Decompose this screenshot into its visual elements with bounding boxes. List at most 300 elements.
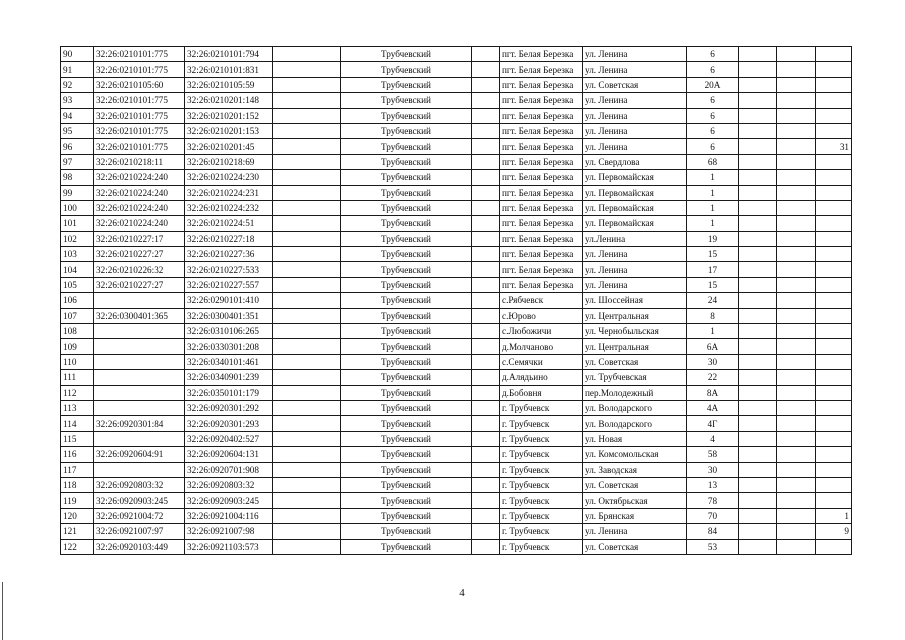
cell-cadastral-number-object: 32:26:0210101:831 [185, 62, 273, 77]
cell-house-number: 6 [687, 62, 739, 77]
cell-blank-col [273, 431, 341, 446]
cell-cadastral-number-object: 32:26:0921007:98 [185, 524, 273, 539]
cell-street: ул. Новая [583, 431, 687, 446]
cell-house-number: 19 [687, 231, 739, 246]
table-row [61, 216, 852, 231]
cell-cadastral-number-parcel [94, 462, 185, 477]
cell-blank-col [739, 493, 777, 508]
cell-blank-col [273, 62, 341, 77]
cell-blank-col [273, 385, 341, 400]
cell-blank-col [273, 416, 341, 431]
cell-blank-col [739, 77, 777, 92]
cell-house-number: 6 [687, 108, 739, 123]
table-row [61, 154, 852, 169]
cell-cadastral-number-object: 32:26:0921103:573 [185, 539, 273, 554]
cell-blank-col [777, 370, 816, 385]
cell-house-number: 4Г [687, 416, 739, 431]
cell-blank-col [273, 293, 341, 308]
cell-cadastral-number-object: 32:26:0921004:116 [185, 508, 273, 523]
table-row [61, 339, 852, 354]
cell-street: ул. Ленина [583, 247, 687, 262]
cell-house-number: 6А [687, 339, 739, 354]
cell-cadastral-number-parcel: 32:26:0920103:449 [94, 539, 185, 554]
cell-extra-number [816, 539, 852, 554]
cell-blank-col [739, 93, 777, 108]
cell-district: Трубчевский [341, 385, 472, 400]
cell-blank-col [777, 308, 816, 323]
table-row [61, 447, 852, 462]
cell-extra-number [816, 416, 852, 431]
cell-blank-col [273, 308, 341, 323]
cell-blank-col [777, 170, 816, 185]
cell-blank-col [739, 416, 777, 431]
cell-blank-col [273, 231, 341, 246]
cell-cadastral-number-parcel: 32:26:0921007:97 [94, 524, 185, 539]
cell-cadastral-number-parcel [94, 293, 185, 308]
cell-street: ул. Центральная [583, 339, 687, 354]
cell-row-number: 98 [61, 170, 94, 185]
cell-blank-col [739, 170, 777, 185]
cell-row-number: 122 [61, 539, 94, 554]
cell-blank-col [739, 431, 777, 446]
cell-settlement: пгт. Белая Березка [500, 47, 583, 62]
cell-blank-col [739, 339, 777, 354]
table-row [61, 524, 852, 539]
cell-row-number: 103 [61, 247, 94, 262]
cell-extra-number: 31 [816, 139, 852, 154]
cell-cadastral-number-object: 32:26:0330301:208 [185, 339, 273, 354]
cell-settlement: г. Трубчевск [500, 493, 583, 508]
cell-district: Трубчевский [341, 262, 472, 277]
cell-blank-col [472, 477, 500, 492]
cell-blank-col [273, 47, 341, 62]
cell-extra-number [816, 47, 852, 62]
property-registry-table [60, 46, 852, 555]
cell-settlement: пгт. Белая Березка [500, 231, 583, 246]
cell-settlement: д.Алядьино [500, 370, 583, 385]
cell-street: ул. Ленина [583, 47, 687, 62]
cell-blank-col [273, 539, 341, 554]
cell-blank-col [777, 62, 816, 77]
cell-row-number: 99 [61, 185, 94, 200]
cell-cadastral-number-object: 32:26:0210201:153 [185, 123, 273, 138]
cell-extra-number [816, 447, 852, 462]
cell-blank-col [273, 139, 341, 154]
cell-cadastral-number-parcel: 32:26:0210101:775 [94, 123, 185, 138]
cell-house-number: 4 [687, 431, 739, 446]
cell-row-number: 102 [61, 231, 94, 246]
cell-blank-col [777, 493, 816, 508]
cell-row-number: 117 [61, 462, 94, 477]
cell-blank-col [777, 185, 816, 200]
cell-cadastral-number-parcel: 32:26:0920903:245 [94, 493, 185, 508]
cell-blank-col [472, 416, 500, 431]
cell-house-number: 6 [687, 123, 739, 138]
cell-blank-col [739, 524, 777, 539]
cell-district: Трубчевский [341, 431, 472, 446]
cell-extra-number [816, 385, 852, 400]
cell-blank-col [472, 77, 500, 92]
cell-cadastral-number-parcel: 32:26:0921004:72 [94, 508, 185, 523]
cell-extra-number [816, 308, 852, 323]
cell-street: ул. Брянская [583, 508, 687, 523]
table-row [61, 139, 852, 154]
table-row [61, 354, 852, 369]
cell-settlement: пгт. Белая Березка [500, 200, 583, 215]
cell-house-number: 15 [687, 247, 739, 262]
cell-blank-col [739, 262, 777, 277]
cell-blank-col [739, 47, 777, 62]
cell-settlement: пгт. Белая Березка [500, 170, 583, 185]
cell-cadastral-number-object: 32:26:0920903:245 [185, 493, 273, 508]
cell-cadastral-number-object: 32:26:0920301:293 [185, 416, 273, 431]
cell-row-number: 112 [61, 385, 94, 400]
cell-settlement: пгт. Белая Березка [500, 108, 583, 123]
cell-row-number: 101 [61, 216, 94, 231]
cell-cadastral-number-parcel: 32:26:0210101:775 [94, 62, 185, 77]
cell-district: Трубчевский [341, 47, 472, 62]
cell-settlement: пгт. Белая Березка [500, 216, 583, 231]
cell-row-number: 110 [61, 354, 94, 369]
cell-blank-col [273, 262, 341, 277]
cell-district: Трубчевский [341, 370, 472, 385]
cell-cadastral-number-object: 32:26:0210201:148 [185, 93, 273, 108]
cell-cadastral-number-parcel: 32:26:0210101:775 [94, 47, 185, 62]
cell-extra-number: 9 [816, 524, 852, 539]
cell-blank-col [472, 93, 500, 108]
cell-street: ул.Ленина [583, 231, 687, 246]
cell-house-number: 78 [687, 493, 739, 508]
cell-house-number: 15 [687, 277, 739, 292]
cell-street: ул. Советская [583, 354, 687, 369]
cell-district: Трубчевский [341, 216, 472, 231]
cell-house-number: 17 [687, 262, 739, 277]
cell-cadastral-number-parcel: 32:26:0210101:775 [94, 108, 185, 123]
cell-blank-col [472, 247, 500, 262]
table-row [61, 77, 852, 92]
cell-district: Трубчевский [341, 277, 472, 292]
cell-cadastral-number-object: 32:26:0350101:179 [185, 385, 273, 400]
cell-row-number: 121 [61, 524, 94, 539]
table-row [61, 477, 852, 492]
cell-cadastral-number-object: 32:26:0210224:230 [185, 170, 273, 185]
table-row [61, 62, 852, 77]
cell-street: ул. Первомайская [583, 185, 687, 200]
cell-blank-col [472, 308, 500, 323]
cell-street: ул. Ленина [583, 524, 687, 539]
cell-district: Трубчевский [341, 477, 472, 492]
table-row [61, 462, 852, 477]
cell-row-number: 115 [61, 431, 94, 446]
cell-settlement: пгт. Белая Березка [500, 247, 583, 262]
cell-blank-col [777, 354, 816, 369]
table-row [61, 385, 852, 400]
table-row [61, 493, 852, 508]
cell-blank-col [472, 262, 500, 277]
cell-blank-col [273, 493, 341, 508]
table-row [61, 370, 852, 385]
cell-blank-col [472, 231, 500, 246]
table-row [61, 185, 852, 200]
cell-extra-number [816, 462, 852, 477]
cell-cadastral-number-parcel: 32:26:0210224:240 [94, 185, 185, 200]
cell-cadastral-number-object: 32:26:0210227:557 [185, 277, 273, 292]
cell-blank-col [739, 231, 777, 246]
cell-cadastral-number-object: 32:26:0300401:351 [185, 308, 273, 323]
cell-blank-col [777, 416, 816, 431]
cell-row-number: 105 [61, 277, 94, 292]
cell-cadastral-number-parcel: 32:26:0920301:84 [94, 416, 185, 431]
page-number: 4 [459, 587, 465, 599]
cell-cadastral-number-parcel [94, 400, 185, 415]
cell-blank-col [472, 324, 500, 339]
cell-blank-col [472, 185, 500, 200]
cell-district: Трубчевский [341, 170, 472, 185]
cell-blank-col [472, 62, 500, 77]
cell-settlement: пгт. Белая Березка [500, 93, 583, 108]
cell-district: Трубчевский [341, 293, 472, 308]
cell-settlement: пгт. Белая Березка [500, 262, 583, 277]
cell-extra-number [816, 324, 852, 339]
cell-blank-col [472, 293, 500, 308]
cell-street: ул. Шоссейная [583, 293, 687, 308]
cell-blank-col [739, 139, 777, 154]
cell-cadastral-number-object: 32:26:0210101:794 [185, 47, 273, 62]
cell-district: Трубчевский [341, 508, 472, 523]
cell-settlement: пгт. Белая Березка [500, 62, 583, 77]
cell-blank-col [273, 370, 341, 385]
cell-blank-col [777, 154, 816, 169]
table-row [61, 400, 852, 415]
cell-blank-col [273, 477, 341, 492]
cell-district: Трубчевский [341, 108, 472, 123]
cell-row-number: 94 [61, 108, 94, 123]
cell-settlement: пгт. Белая Березка [500, 139, 583, 154]
cell-row-number: 95 [61, 123, 94, 138]
cell-extra-number [816, 170, 852, 185]
cell-settlement: пгт. Белая Березка [500, 123, 583, 138]
cell-blank-col [739, 462, 777, 477]
cell-blank-col [472, 139, 500, 154]
cell-row-number: 91 [61, 62, 94, 77]
cell-house-number: 22 [687, 370, 739, 385]
cell-cadastral-number-parcel [94, 324, 185, 339]
cell-blank-col [472, 216, 500, 231]
cell-settlement: с.Юрово [500, 308, 583, 323]
cell-settlement: г. Трубчевск [500, 431, 583, 446]
cell-extra-number [816, 431, 852, 446]
cell-row-number: 109 [61, 339, 94, 354]
cell-blank-col [273, 339, 341, 354]
table-row [61, 277, 852, 292]
cell-blank-col [273, 247, 341, 262]
cell-blank-col [777, 385, 816, 400]
table-row [61, 93, 852, 108]
cell-blank-col [273, 216, 341, 231]
cell-cadastral-number-parcel: 32:26:0210218:11 [94, 154, 185, 169]
cell-street: ул. Центральная [583, 308, 687, 323]
cell-blank-col [273, 277, 341, 292]
cell-blank-col [472, 431, 500, 446]
cell-blank-col [472, 400, 500, 415]
cell-cadastral-number-parcel: 32:26:0210101:775 [94, 93, 185, 108]
cell-extra-number [816, 339, 852, 354]
cell-blank-col [739, 370, 777, 385]
cell-cadastral-number-object: 32:26:0210105:59 [185, 77, 273, 92]
cell-street: ул. Володарского [583, 400, 687, 415]
cell-blank-col [777, 477, 816, 492]
table-row [61, 247, 852, 262]
cell-blank-col [273, 200, 341, 215]
table-row [61, 508, 852, 523]
cell-blank-col [739, 277, 777, 292]
cell-blank-col [472, 339, 500, 354]
cell-cadastral-number-object: 32:26:0340101:461 [185, 354, 273, 369]
cell-blank-col [777, 400, 816, 415]
cell-cadastral-number-object: 32:26:0210227:533 [185, 262, 273, 277]
cell-extra-number [816, 154, 852, 169]
cell-blank-col [777, 231, 816, 246]
cell-extra-number [816, 108, 852, 123]
cell-blank-col [472, 462, 500, 477]
cell-blank-col [777, 508, 816, 523]
cell-street: ул. Ленина [583, 62, 687, 77]
cell-cadastral-number-object: 32:26:0920701:908 [185, 462, 273, 477]
cell-district: Трубчевский [341, 493, 472, 508]
cell-blank-col [273, 93, 341, 108]
cell-house-number: 8А [687, 385, 739, 400]
cell-blank-col [777, 93, 816, 108]
cell-blank-col [777, 524, 816, 539]
table-row [61, 262, 852, 277]
cell-extra-number [816, 77, 852, 92]
cell-cadastral-number-object: 32:26:0920803:32 [185, 477, 273, 492]
cell-house-number: 6 [687, 139, 739, 154]
cell-blank-col [777, 462, 816, 477]
cell-street: ул. Ленина [583, 139, 687, 154]
cell-extra-number [816, 62, 852, 77]
cell-settlement: г. Трубчевск [500, 400, 583, 415]
cell-row-number: 119 [61, 493, 94, 508]
cell-row-number: 116 [61, 447, 94, 462]
cell-cadastral-number-parcel: 32:26:0210226:32 [94, 262, 185, 277]
cell-street: ул. Первомайская [583, 216, 687, 231]
cell-blank-col [273, 154, 341, 169]
cell-blank-col [472, 200, 500, 215]
cell-blank-col [472, 123, 500, 138]
cell-blank-col [273, 524, 341, 539]
cell-district: Трубчевский [341, 462, 472, 477]
cell-blank-col [777, 247, 816, 262]
cell-extra-number [816, 354, 852, 369]
cell-cadastral-number-object: 32:26:0210218:69 [185, 154, 273, 169]
cell-street: ул. Первомайская [583, 200, 687, 215]
cell-house-number: 1 [687, 170, 739, 185]
cell-blank-col [777, 539, 816, 554]
cell-blank-col [739, 185, 777, 200]
cell-cadastral-number-object: 32:26:0210224:51 [185, 216, 273, 231]
cell-extra-number [816, 200, 852, 215]
cell-blank-col [777, 77, 816, 92]
cell-cadastral-number-object: 32:26:0290101:410 [185, 293, 273, 308]
table-body [61, 47, 852, 555]
cell-cadastral-number-object: 32:26:0210224:232 [185, 200, 273, 215]
cell-blank-col [777, 277, 816, 292]
cell-house-number: 1 [687, 324, 739, 339]
cell-house-number: 8 [687, 308, 739, 323]
scan-edge-line [2, 582, 3, 640]
cell-district: Трубчевский [341, 354, 472, 369]
cell-blank-col [739, 324, 777, 339]
cell-settlement: с.Рябчевск [500, 293, 583, 308]
cell-district: Трубчевский [341, 200, 472, 215]
cell-district: Трубчевский [341, 231, 472, 246]
cell-district: Трубчевский [341, 339, 472, 354]
cell-row-number: 90 [61, 47, 94, 62]
cell-extra-number [816, 247, 852, 262]
cell-blank-col [777, 123, 816, 138]
cell-blank-col [273, 108, 341, 123]
cell-extra-number [816, 185, 852, 200]
cell-district: Трубчевский [341, 93, 472, 108]
cell-blank-col [472, 354, 500, 369]
cell-row-number: 111 [61, 370, 94, 385]
cell-extra-number [816, 293, 852, 308]
cell-blank-col [739, 354, 777, 369]
cell-district: Трубчевский [341, 62, 472, 77]
cell-blank-col [472, 508, 500, 523]
cell-blank-col [777, 262, 816, 277]
cell-cadastral-number-parcel [94, 354, 185, 369]
cell-blank-col [777, 216, 816, 231]
cell-cadastral-number-object: 32:26:0210227:36 [185, 247, 273, 262]
cell-district: Трубчевский [341, 416, 472, 431]
cell-blank-col [472, 277, 500, 292]
cell-cadastral-number-parcel: 32:26:0210101:775 [94, 139, 185, 154]
cell-district: Трубчевский [341, 139, 472, 154]
cell-cadastral-number-parcel: 32:26:0210227:27 [94, 247, 185, 262]
table-row [61, 539, 852, 554]
cell-extra-number [816, 277, 852, 292]
cell-cadastral-number-object: 32:26:0310106:265 [185, 324, 273, 339]
cell-blank-col [777, 447, 816, 462]
cell-blank-col [739, 308, 777, 323]
cell-district: Трубчевский [341, 308, 472, 323]
cell-settlement: г. Трубчевск [500, 416, 583, 431]
cell-blank-col [472, 539, 500, 554]
table-row [61, 293, 852, 308]
cell-district: Трубчевский [341, 324, 472, 339]
cell-blank-col [777, 139, 816, 154]
cell-street: ул. Советская [583, 539, 687, 554]
cell-house-number: 6 [687, 93, 739, 108]
cell-blank-col [472, 447, 500, 462]
cell-cadastral-number-parcel: 32:26:0210224:240 [94, 200, 185, 215]
table-row [61, 231, 852, 246]
cell-blank-col [777, 431, 816, 446]
cell-blank-col [739, 508, 777, 523]
cell-extra-number [816, 493, 852, 508]
cell-house-number: 53 [687, 539, 739, 554]
cell-row-number: 107 [61, 308, 94, 323]
cell-blank-col [472, 154, 500, 169]
cell-cadastral-number-object: 32:26:0340901:239 [185, 370, 273, 385]
cell-cadastral-number-parcel [94, 370, 185, 385]
cell-blank-col [739, 400, 777, 415]
cell-blank-col [472, 385, 500, 400]
cell-blank-col [777, 324, 816, 339]
cell-district: Трубчевский [341, 539, 472, 554]
